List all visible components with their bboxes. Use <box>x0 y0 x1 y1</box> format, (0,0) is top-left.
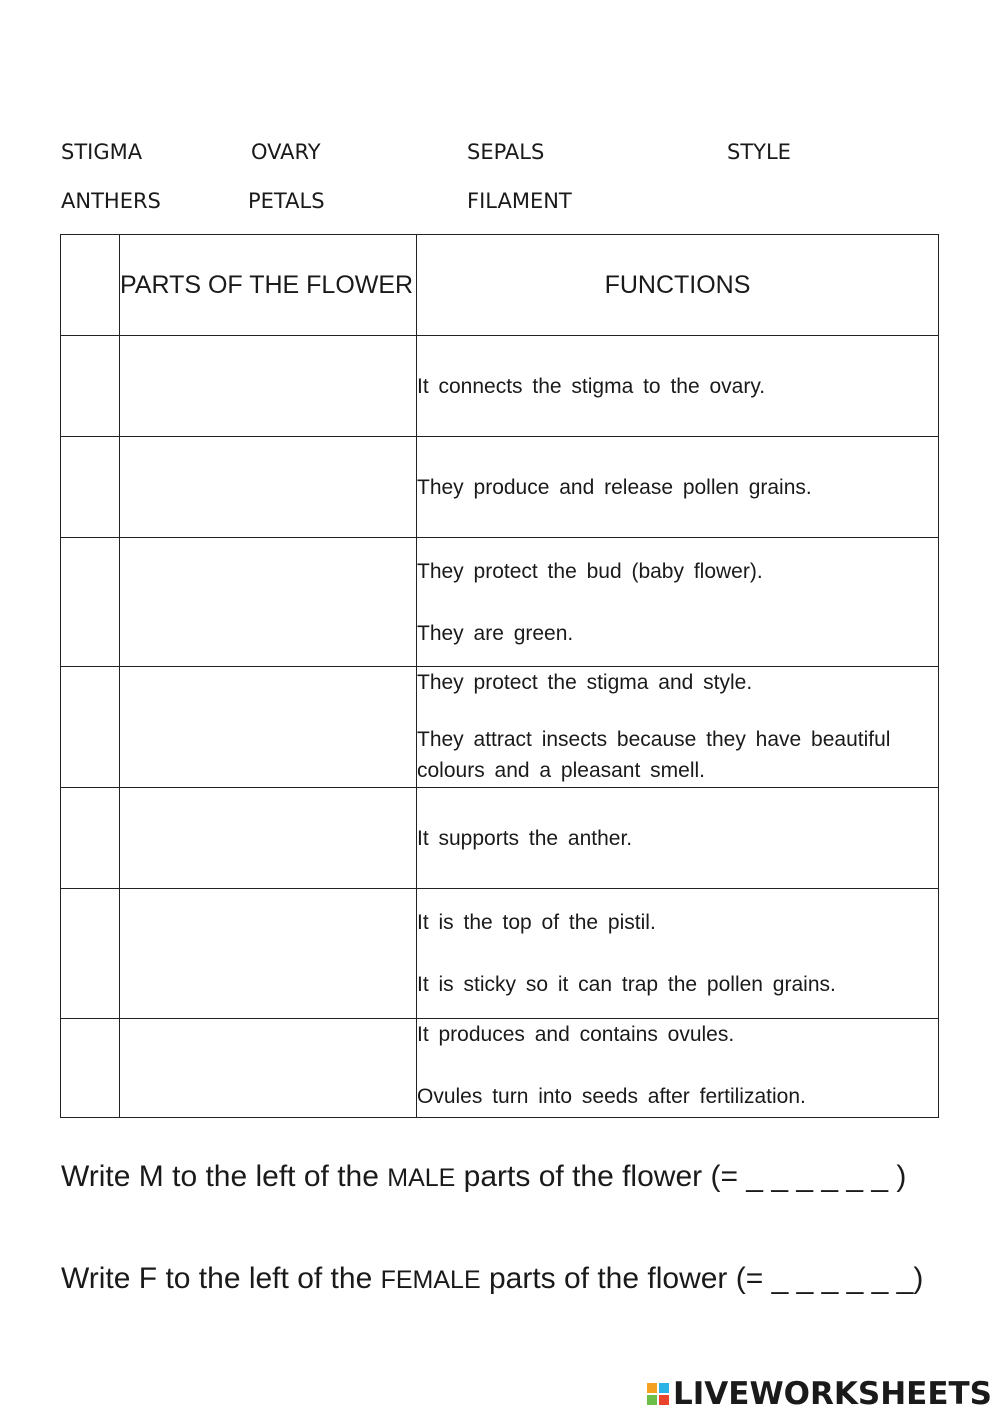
function-text: Ovules turn into seeds after fertilization. <box>417 1085 806 1108</box>
line-gap <box>417 698 938 724</box>
function-cell <box>417 336 939 437</box>
word-bank-sepals: SEPALS <box>467 140 545 164</box>
answer-cell[interactable] <box>61 667 120 788</box>
function-cell <box>417 437 939 538</box>
answer-cell[interactable] <box>61 336 120 437</box>
answer-cell[interactable] <box>61 437 120 538</box>
function-text: They protect the stigma and style. <box>417 671 753 694</box>
table-row <box>61 788 939 889</box>
instruction-female <box>61 1262 923 1296</box>
header-answer-cell <box>61 235 120 336</box>
logo-text: LIVEWORKSHEETS <box>673 1376 992 1412</box>
logo-square <box>659 1383 669 1393</box>
part-name-cell[interactable] <box>120 538 417 667</box>
word-bank-ovary: OVARY <box>251 140 321 164</box>
part-name-cell[interactable] <box>120 1019 417 1118</box>
function-cell <box>417 538 939 667</box>
part-name-cell[interactable] <box>120 336 417 437</box>
flower-parts-table <box>60 234 939 1118</box>
function-cell <box>417 667 939 788</box>
function-text: It supports the anther. <box>417 826 633 850</box>
part-name-cell[interactable] <box>120 667 417 788</box>
function-text: It connects the stigma to the ovary. <box>417 374 766 398</box>
word-bank-petals: PETALS <box>248 189 325 213</box>
logo-square <box>647 1395 657 1405</box>
word-bank-style: STYLE <box>727 140 791 164</box>
line-gap <box>417 938 938 969</box>
word-bank-stigma: STIGMA <box>61 140 143 164</box>
liveworksheets-logo <box>647 1376 992 1412</box>
function-cell <box>417 1019 939 1118</box>
instruction-male-before: Write M to the left of the <box>61 1160 388 1193</box>
function-text: They protect the bud (baby flower). <box>417 559 763 583</box>
word-bank-anthers: ANTHERS <box>61 189 161 213</box>
instruction-male-after: parts of the flower (= _ _ _ _ _ _ ) <box>455 1160 907 1193</box>
instruction-male <box>61 1160 906 1194</box>
header-functions: FUNCTIONS <box>417 235 939 336</box>
answer-cell[interactable] <box>61 889 120 1019</box>
line-gap <box>417 1050 938 1081</box>
table-header-row <box>61 235 939 336</box>
line-gap <box>417 587 938 618</box>
function-text: It is the top of the pistil. <box>417 911 656 934</box>
table-row <box>61 538 939 667</box>
part-name-cell[interactable] <box>120 889 417 1019</box>
instruction-female-before: Write F to the left of the <box>61 1262 381 1295</box>
instruction-female-after: parts of the flower (= _ _ _ _ _ _) <box>480 1262 924 1295</box>
function-text: They are green. <box>417 621 574 645</box>
instruction-female-caps: FEMALE <box>380 1266 481 1294</box>
answer-cell[interactable] <box>61 788 120 889</box>
function-text: It produces and contains ovules. <box>417 1023 735 1046</box>
table-row <box>61 1019 939 1118</box>
function-text: They attract insects because they have beautiful colours and a pleasant smell. <box>417 728 891 782</box>
instruction-male-caps: MALE <box>387 1164 456 1192</box>
table-row <box>61 336 939 437</box>
answer-cell[interactable] <box>61 1019 120 1118</box>
part-name-cell[interactable] <box>120 437 417 538</box>
word-bank-filament: FILAMENT <box>467 189 572 213</box>
table-row <box>61 667 939 788</box>
header-parts-of-flower: PARTS OF THE FLOWER <box>120 235 417 336</box>
answer-cell[interactable] <box>61 538 120 667</box>
logo-mark-icon <box>647 1383 669 1405</box>
function-cell <box>417 889 939 1019</box>
function-text: It is sticky so it can trap the pollen grains. <box>417 973 836 996</box>
function-text: They produce and release pollen grains. <box>417 475 812 499</box>
logo-square <box>659 1395 669 1405</box>
table-row <box>61 437 939 538</box>
function-cell <box>417 788 939 889</box>
part-name-cell[interactable] <box>120 788 417 889</box>
logo-square <box>647 1383 657 1393</box>
table-row <box>61 889 939 1019</box>
